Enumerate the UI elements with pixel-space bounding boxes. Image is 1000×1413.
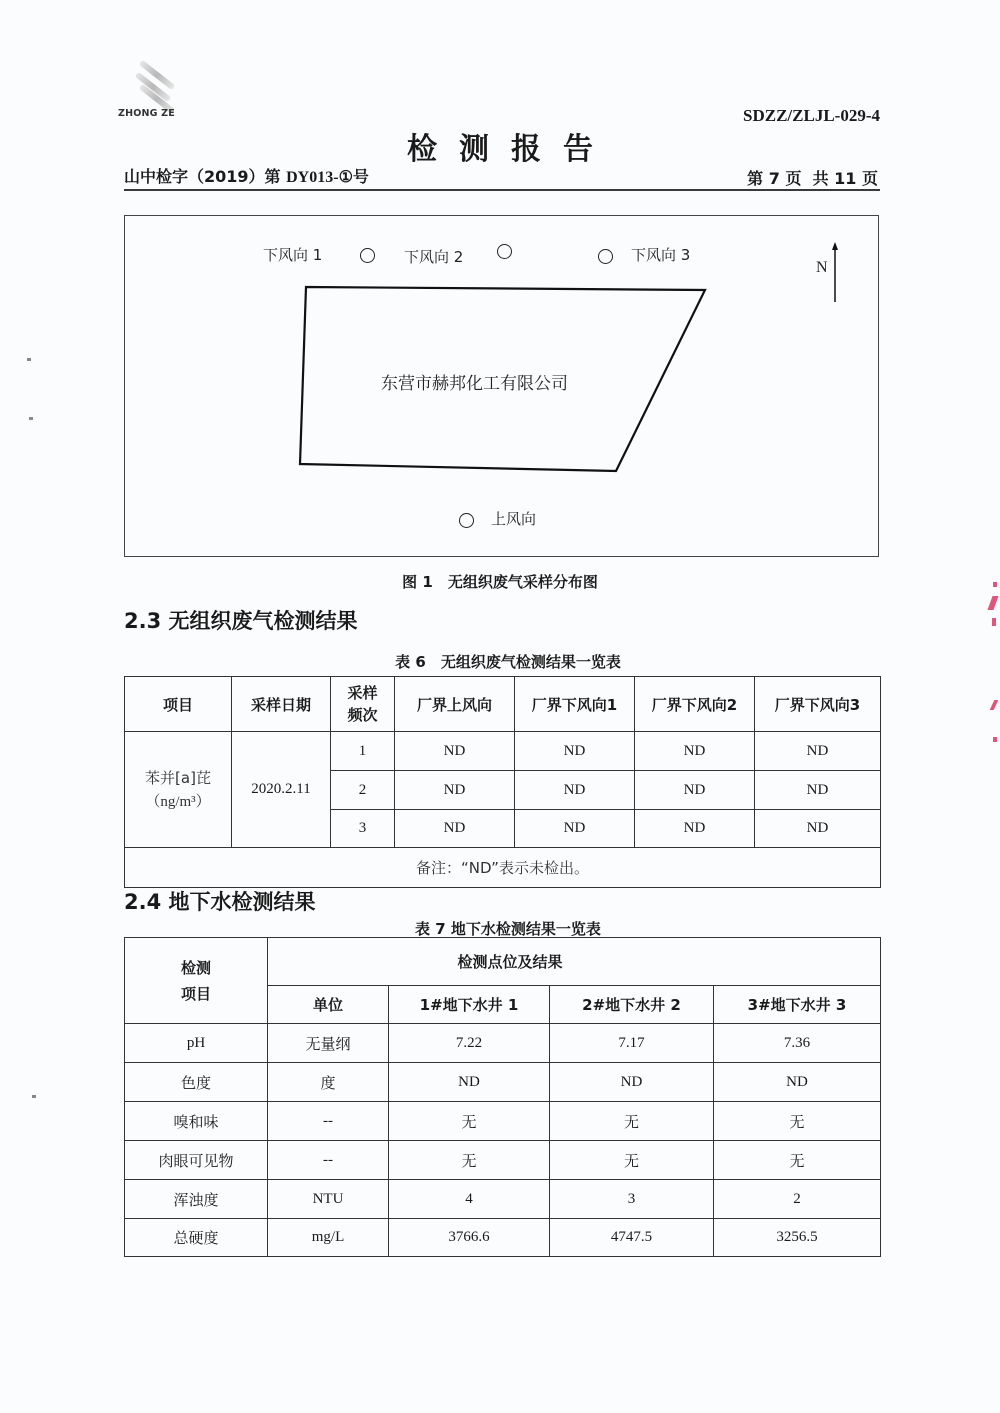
value-cell: ND	[389, 1063, 550, 1102]
table-7-groundwater-results	[124, 937, 881, 1257]
value-cell: 无	[550, 1141, 714, 1180]
value-cell: ND	[515, 771, 635, 810]
value-cell: 2	[714, 1180, 881, 1219]
label-upwind: 上风向	[491, 510, 537, 528]
value-cell: 无	[550, 1102, 714, 1141]
item-name: 苯并[a]芘	[145, 768, 211, 787]
header-frequency-label: 采样频次	[347, 684, 378, 724]
header-well-1: 1#地下水井 1	[389, 986, 550, 1024]
sample-date-cell: 2020.2.11	[232, 732, 331, 848]
scan-dot	[29, 417, 33, 420]
frequency-cell: 1	[331, 732, 395, 771]
north-label: N	[816, 259, 828, 276]
label-downwind-3: 下风向 3	[631, 246, 691, 264]
unit-cell: NTU	[268, 1180, 389, 1219]
report-number-prefix: 山中检字（2019）第	[124, 167, 281, 186]
item-cell: 肉眼可见物	[125, 1141, 268, 1180]
value-cell: 3256.5	[714, 1219, 881, 1257]
table-6-fugitive-gas-results	[124, 676, 881, 888]
seal-edge-mark	[987, 596, 998, 610]
label-downwind-2: 下风向 2	[404, 248, 464, 266]
header-points-results-label: 检测点位及结果	[457, 953, 563, 971]
value-cell: ND	[755, 771, 881, 810]
value-cell: ND	[515, 810, 635, 848]
value-cell: 无	[389, 1102, 550, 1141]
table-row	[125, 1102, 881, 1141]
item-name-cell	[125, 732, 232, 848]
company-name-label: 东营市赫邦化工有限公司	[381, 374, 568, 394]
header-well-3: 3#地下水井 3	[714, 986, 881, 1024]
value-cell: 无	[714, 1102, 881, 1141]
logo-text: ZHONG ZE	[118, 108, 175, 119]
report-number-code: DY013-①	[286, 169, 353, 186]
scan-dot	[27, 358, 31, 361]
scan-dot	[32, 1095, 36, 1098]
value-cell: ND	[635, 810, 755, 848]
table-row	[125, 1024, 881, 1063]
value-cell: ND	[635, 732, 755, 771]
table-7-caption: 表 7 地下水检测结果一览表	[415, 920, 601, 938]
header-downwind-2: 厂界下风向2	[635, 677, 755, 732]
header-test-item-line: 项目	[180, 984, 211, 1003]
header-divider	[124, 189, 880, 191]
header-sample-date: 采样日期	[232, 677, 331, 732]
value-cell: 7.17	[550, 1024, 714, 1063]
value-cell: 7.22	[389, 1024, 550, 1063]
unit-cell: 无量纲	[268, 1024, 389, 1063]
value-cell: ND	[755, 810, 881, 848]
value-cell: ND	[395, 732, 515, 771]
title-char: 检	[407, 132, 459, 167]
report-number	[124, 164, 369, 187]
value-cell: ND	[395, 810, 515, 848]
item-cell: 嗅和味	[125, 1102, 268, 1141]
header-frequency	[331, 677, 395, 732]
title-char: 告	[563, 132, 615, 167]
title-char: 报	[511, 132, 563, 167]
item-unit: （ng/m³）	[145, 793, 211, 810]
figure-caption: 图 1 无组织废气采样分布图	[402, 573, 598, 591]
page-title	[0, 124, 1000, 168]
value-cell: ND	[395, 771, 515, 810]
table-row	[125, 1219, 881, 1257]
item-cell: 总硬度	[125, 1219, 268, 1257]
value-cell: ND	[550, 1063, 714, 1102]
seal-edge-mark	[993, 582, 997, 587]
unit-cell: mg/L	[268, 1219, 389, 1257]
document-code: SDZZ/ZLJL-029-4	[743, 106, 880, 125]
unit-cell: 度	[268, 1063, 389, 1102]
header-points-results	[268, 938, 881, 986]
sampling-point-upwind-icon	[459, 513, 474, 528]
table-row	[125, 1141, 881, 1180]
table-row	[125, 1063, 881, 1102]
header-unit: 单位	[268, 986, 389, 1024]
unit-cell: --	[268, 1102, 389, 1141]
table-note-row	[125, 848, 881, 888]
seal-edge-mark	[992, 618, 996, 626]
value-cell: 无	[714, 1141, 881, 1180]
value-cell: 3	[550, 1180, 714, 1219]
table-row	[125, 1180, 881, 1219]
seal-edge-mark	[993, 737, 997, 742]
section-heading-2-3: 2.3 无组织废气检测结果	[124, 609, 358, 633]
header-item: 项目	[125, 677, 232, 732]
page-number: 第 7 页 共 11 页	[747, 169, 878, 188]
value-cell: ND	[714, 1063, 881, 1102]
label-downwind-1: 下风向 1	[263, 246, 323, 264]
seal-edge-mark	[990, 700, 999, 710]
table-note: 备注：“ND”表示未检出。	[125, 848, 881, 888]
value-cell: ND	[755, 732, 881, 771]
header-upwind: 厂界上风向	[395, 677, 515, 732]
value-cell: 3766.6	[389, 1219, 550, 1257]
frequency-cell: 3	[331, 810, 395, 848]
table-6-caption: 表 6 无组织废气检测结果一览表	[395, 653, 621, 671]
item-cell: 浑浊度	[125, 1180, 268, 1219]
sampling-map-figure	[124, 215, 879, 557]
table-row	[125, 732, 881, 771]
title-char: 测	[459, 132, 511, 167]
unit-cell: --	[268, 1141, 389, 1180]
value-cell: 7.36	[714, 1024, 881, 1063]
header-test-item-line: 检测	[180, 958, 211, 977]
value-cell: ND	[635, 771, 755, 810]
report-number-suffix: 号	[352, 167, 369, 186]
value-cell: 无	[389, 1141, 550, 1180]
section-heading-2-4: 2.4 地下水检测结果	[124, 890, 316, 914]
value-cell: ND	[515, 732, 635, 771]
value-cell: 4	[389, 1180, 550, 1219]
header-test-item	[125, 938, 268, 1024]
item-cell: pH	[125, 1024, 268, 1063]
frequency-cell: 2	[331, 771, 395, 810]
value-cell: 4747.5	[550, 1219, 714, 1257]
header-well-2: 2#地下水井 2	[550, 986, 714, 1024]
header-downwind-3: 厂界下风向3	[755, 677, 881, 732]
item-cell: 色度	[125, 1063, 268, 1102]
header-downwind-1: 厂界下风向1	[515, 677, 635, 732]
